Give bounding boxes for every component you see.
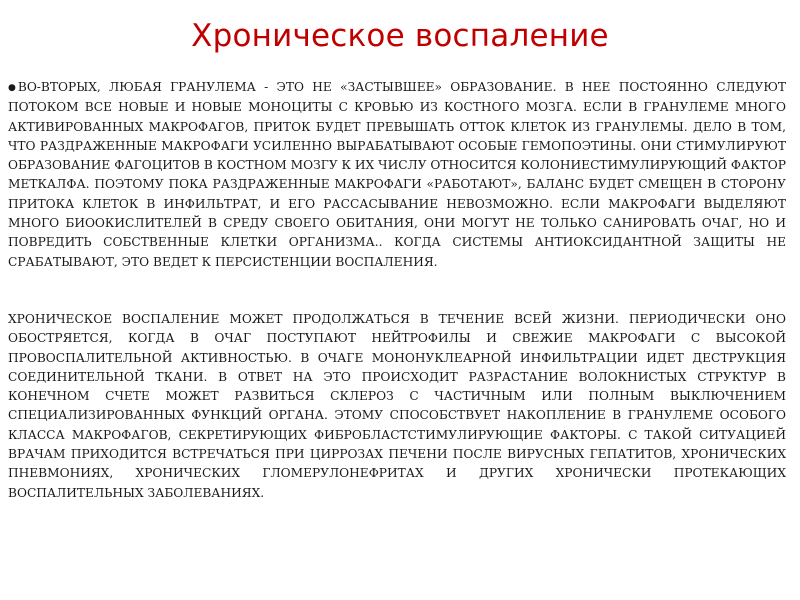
paragraph-2: ХРОНИЧЕСКОЕ ВОСПАЛЕНИЕ МОЖЕТ ПРОДОЛЖАТЬСЯ В ТЕЧЕНИЕ ВСЕЙ ЖИЗНИ. ПЕРИОДИЧЕСКИ ОНО ОБОСТРЯЕТСЯ, КОГДА В ОЧАГ ПОСТУПАЮТ НЕЙТРОФИЛЫ И СВЕЖИЕ МАКРОФАГИ С ВЫСОКОЙ ПРОВОСПАЛИТЕЛЬНОЙ АКТИВНОСТЬЮ. В ОЧАГЕ МОНОНУКЛЕАРНОЙ ИНФИЛЬТРАЦИИ ИДЕТ ДЕСТРУКЦИЯ СОЕДИНИТЕЛЬНОЙ ТКАНИ. В ОТВЕТ НА ЭТО ПРОИСХОДИТ РАЗРАСТАНИЕ ВОЛОКНИСТЫХ СТРУКТУР В КОНЕЧНОМ СЧЕТЕ МОЖЕТ РАЗВИТЬСЯ СКЛЕРОЗ С ЧАСТИЧНЫМ ИЛИ ПОЛНЫМ ВЫКЛЮЧЕНИЕМ СПЕЦИАЛИЗИРОВАННЫХ ФУНКЦИЙ ОРГАНА. ЭТОМУ СПОСОБСТВУЕТ НАКОПЛЕНИЕ В ГРАНУЛЕМЕ ОСОБОГО КЛАССА МАКРОФАГОВ, СЕКРЕТИРУЮЩИХ ФИБРОБЛАСТСТИМУЛИРУЮЩИЕ ФАКТОРЫ. С ТАКОЙ СИТУАЦИЕЙ ВРАЧАМ ПРИХОДИТСЯ ВСТРЕЧАТЬСЯ ПРИ ЦИРРОЗАХ ПЕЧЕНИ ПОСЛЕ ВИРУСНЫХ ГЕПАТИТОВ, ХРОНИЧЕСКИХ ПНЕВМОНИЯХ, ХРОНИЧЕСКИХ ГЛОМЕРУЛОНЕФРИТАХ И ДРУГИХ ХРОНИЧЕСКИ ПРОТЕКАЮЩИХ ВОСПАЛИТЕЛЬНЫХ ЗАБОЛЕВАНИЯХ. xyxy=(8,311,786,500)
slide-title: Хроническое воспаление xyxy=(191,18,609,54)
slide-body xyxy=(8,78,786,503)
bullet-icon: ● xyxy=(8,83,16,93)
paragraph-1-text: ВО-ВТОРЫХ, ЛЮБАЯ ГРАНУЛЕМА - ЭТО НЕ «ЗАСТЫВШЕЕ» ОБРАЗОВАНИЕ. В НЕЕ ПОСТОЯННО СЛЕДУЮТ ПОТОКОМ ВСЕ НОВЫЕ И НОВЫЕ МОНОЦИТЫ С КРОВЬЮ ИЗ КОСТНОГО МОЗГА. ЕСЛИ В ГРАНУЛЕМЕ МНОГО АКТИВИРОВАННЫХ МАКРОФАГОВ, ПРИТОК БУДЕТ ПРЕВЫШАТЬ ОТТОК КЛЕТОК ИЗ ГРАНУЛЕМЫ. ДЕЛО В ТОМ, ЧТО РАЗДРАЖЕННЫЕ МАКРОФАГИ УСИЛЕННО ВЫРАБАТЫВАЮТ ОСОБЫЕ ГЕМОПОЭТИНЫ. ОНИ СТИМУЛИРУЮТ ОБРАЗОВАНИЕ ФАГОЦИТОВ В КОСТНОМ МОЗГУ К ИХ ЧИСЛУ ОТНОСИТСЯ КОЛОНИЕСТИМУЛИРУЮЩИЙ ФАКТОР МЕТКАЛФА. ПОЭТОМУ ПОКА РАЗДРАЖЕННЫЕ МАКРОФАГИ «РАБОТАЮТ», БАЛАНС БУДЕТ СМЕЩЕН В СТОРОНУ ПРИТОКА КЛЕТОК В ИНФИЛЬТРАТ, И ЕГО РАССАСЫВАНИЕ НЕВОЗМОЖНО. ЕСЛИ МАКРОФАГИ ВЫДЕЛЯЮТ МНОГО БИООКИСЛИТЕЛЕЙ В СРЕДУ СВОЕГО ОБИТАНИЯ, ОНИ МОГУТ НЕ ТОЛЬКО САНИРОВАТЬ ОЧАГ, НО И ПОВРЕДИТЬ СОБСТВЕННЫЕ КЛЕТКИ ОРГАНИЗМА.. КОГДА СИСТЕМЫ АНТИОКСИДАНТНОЙ ЗАЩИТЫ НЕ СРАБАТЫВАЮТ, ЭТО ВЕДЕТ К ПЕРСИСТЕНЦИИ ВОСПАЛЕНИЯ. xyxy=(8,80,786,269)
paragraph-1 xyxy=(8,78,786,272)
